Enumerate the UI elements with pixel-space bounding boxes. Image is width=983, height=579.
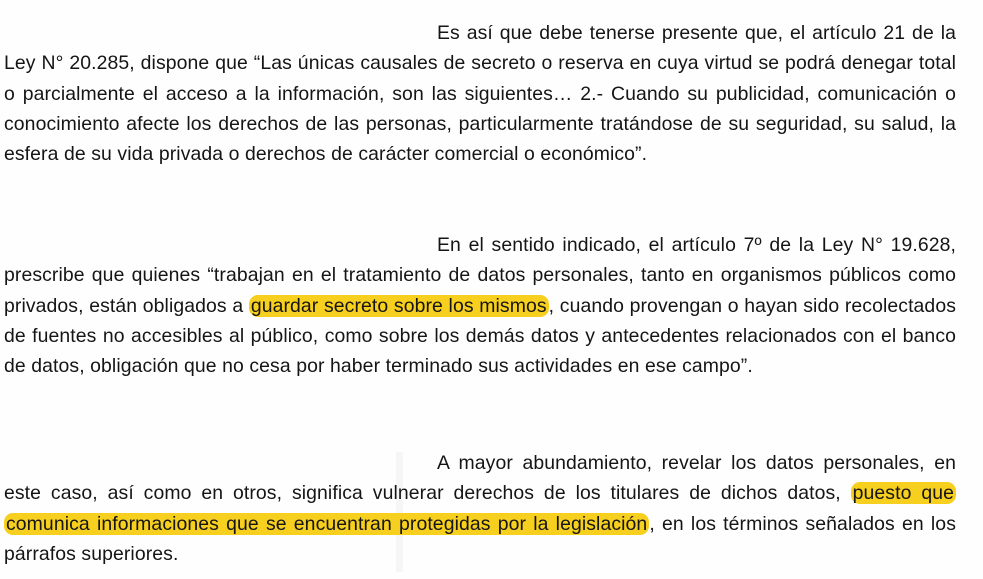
paragraph-ley-19628 (4, 230, 956, 381)
paragraph-ley-20285 (4, 18, 956, 169)
paragraph-text-after: , en los términos señalados en los párrafos superiores. (4, 512, 956, 565)
highlighted-text: guardar secreto sobre los mismos (250, 294, 547, 317)
paragraph-text-after: , cuando provengan o hayan sido recolectados de fuentes no accesibles al público, como sobre los demás datos y antecedentes relacionados con el banco de datos, obligación que no cesa por haber terminado sus actividades en ese campo”. (4, 294, 956, 378)
paragraph-abundamiento (4, 448, 956, 569)
highlighted-text: puesto que comunica informaciones que se encuentran protegidas por la legislación (6, 482, 954, 535)
paragraph-text-before: A mayor abundamiento, revelar los datos personales, en este caso, así como en otros, significa vulnerar derechos de los titulares de dichos datos, (4, 452, 956, 505)
paragraph-text: Es así que debe tenerse presente que, el artículo 21 de la Ley N° 20.285, dispone que “Las únicas causales de secreto o reserva en cuya virtud se podrá denegar total o parcialmente el acceso a la información, son las siguientes… 2.- Cuando su publicidad, comunicación o conocimiento afecte los derechos de las personas, particularmente tratándose de su seguridad, su salud, la esfera de su vida privada o derechos de carácter comercial o económico”. (4, 22, 956, 166)
paragraph-text-before: En el sentido indicado, el artículo 7º de la Ley N° 19.628, prescribe que quienes “trabajan en el tratamiento de datos personales, tanto en organismos públicos como privados, están obligados a (4, 234, 956, 317)
